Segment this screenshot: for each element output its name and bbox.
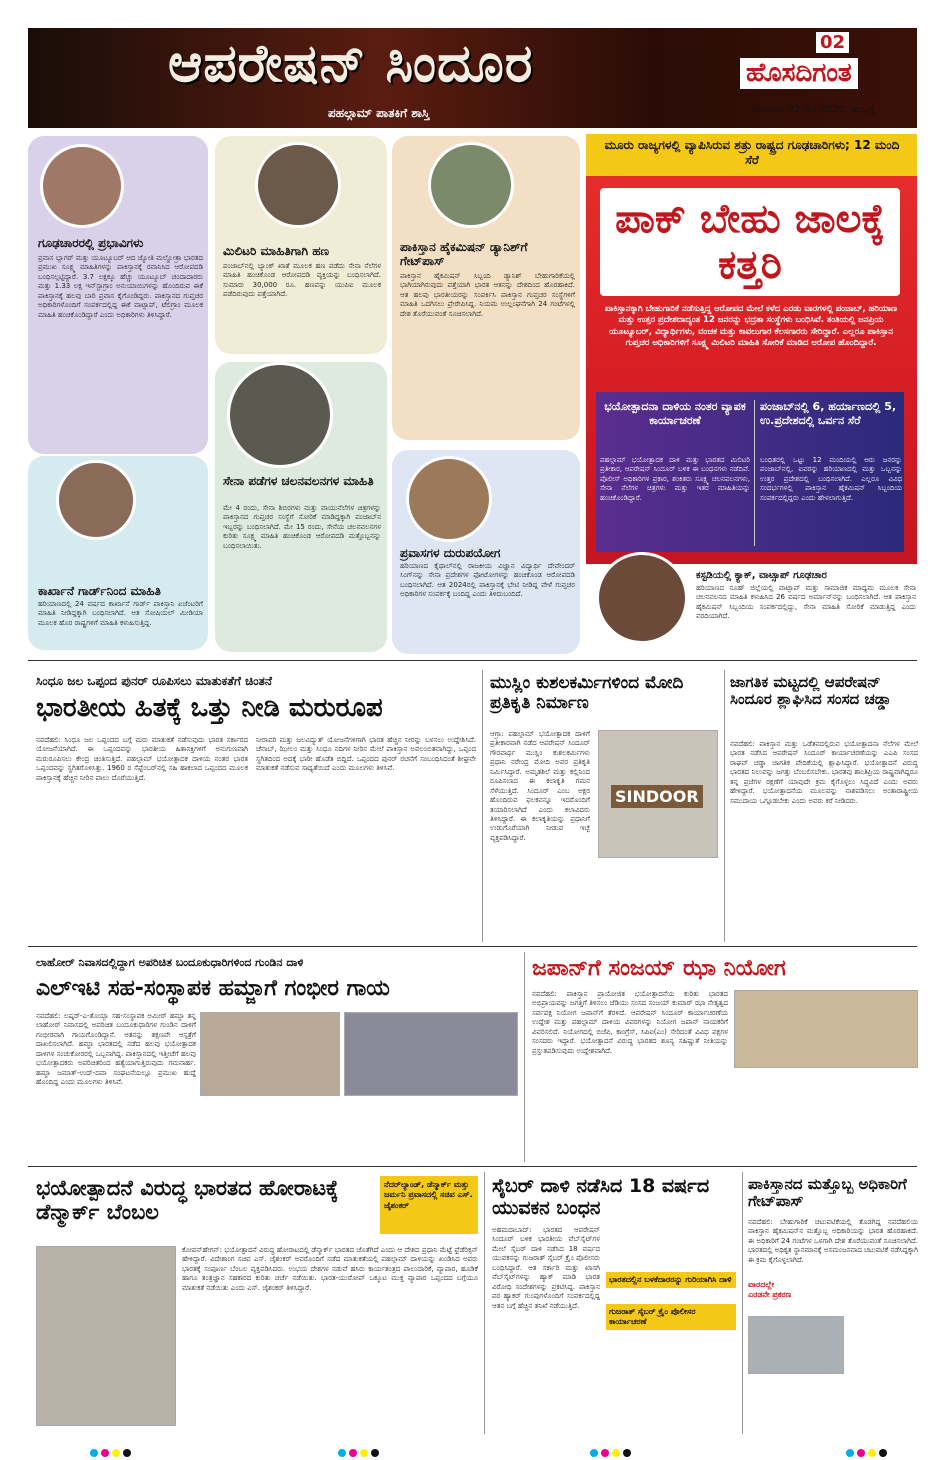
hamza-headline: ಎಲ್‌ಇಟಿ ಸಹ-ಸಂಸ್ಥಾಪಕ ಹಮ್ಜಾಗೆ ಗಂಭೀರ ಗಾಯ: [36, 976, 390, 1001]
chadha-body: ನವದೆಹಲಿ: ಪಾಕಿಸ್ತಾನ ಮತ್ತು ಒಡೆತನದಲ್ಲಿರುವ ಭಯೋತ್ಪಾದನಾ ನೆಲೆಗಳ ಮೇಲೆ ಭಾರತ ನಡೆಸಿದ ಆಪರೇಷನ್ ಸಿಂದೂರ್ ಕಾರ್ಯಾಚರಣೆಯನ್ನು ಎಎಪಿ ಸಂಸದ ರಾಘವ್ ಚಡ್ಡಾ ಜಾಗತಿಕ ವೇದಿಕೆಯಲ್ಲಿ ಶ್ಲಾಘಿಸಿದ್ದಾರೆ. ಭಯೋತ್ಪಾದನೆ ವಿರುದ್ಧ ಭಾರತದ ನಿಲುವನ್ನು ಜಗತ್ತು ಬೆಂಬಲಿಸಬೇಕು. ಭಾರತವು ಶಾಂತಿಪ್ರಿಯ ರಾಷ್ಟ್ರವಾಗಿದ್ದರೂ ತನ್ನ ಪ್ರಜೆಗಳ ರಕ್ಷಣೆಗೆ ಯಾವುದೇ ಕ್ರಮ ಕೈಗೊಳ್ಳಲು ಸಿದ್ಧವಿದೆ ಎಂದು ಅವರು ಹೇಳಿದ್ದಾರೆ. ಭಯೋತ್ಪಾದನೆಯ ಮೂಲವನ್ನು ನಾಶಪಡಿಸಲು ಅಂತಾರಾಷ್ಟ್ರೀಯ ಸಮುದಾಯ ಒಗ್ಗೂಡಬೇಕು ಎಂದು ಅವರು ಕರೆ ನೀಡಿದರು.: [730, 740, 918, 805]
card-influencer: [28, 136, 208, 454]
section-rule: [28, 946, 917, 947]
card-title: ಮಿಲಿಟರಿ ಮಾಹಿತಿಗಾಗಿ ಹಣ: [223, 244, 330, 258]
col-divider: [742, 1172, 743, 1434]
card-title: ಸೇನಾ ಪಡೆಗಳ ಚಲನವಲನಗಳ ಮಾಹಿತಿ: [223, 474, 374, 488]
print-registration-mark: [90, 1442, 134, 1460]
card-factory-guard: [28, 456, 208, 650]
denmark-headline: ಭಯೋತ್ಪಾದನೆ ವಿರುದ್ಧ ಭಾರತದ ಹೋರಾಟಕ್ಕೆ ಡೆನ್ಮಾರ್ಕ್ ಬೆಂಬಲ: [36, 1176, 339, 1225]
lead-photo: [596, 552, 688, 644]
card-high-commission: [392, 136, 580, 440]
card-photo: [406, 456, 492, 542]
lead-box1-title: ಭಯೋತ್ಪಾದನಾ ದಾಳಿಯ ನಂತರ ವ್ಯಾಪಕ ಕಾರ್ಯಾಚರಣೆ: [604, 400, 746, 428]
col-divider: [484, 1172, 485, 1434]
card-travel-misuse: [392, 450, 580, 654]
japan-body: ನವದೆಹಲಿ: ಪಾಕಿಸ್ತಾನ ಪ್ರಾಯೋಜಿತ ಭಯೋತ್ಪಾದನೆಯ ಕುರಿತು ಭಾರತದ ಅಭಿಪ್ರಾಯವನ್ನು ಜಗತ್ತಿಗೆ ತಿಳಿಸಲು ಜೆಡಿಯು ಸಂಸದ ಸಂಜಯ್ ಕುಮಾರ್ ಝಾ ನೇತೃತ್ವದ ಸರ್ವಪಕ್ಷ ನಿಯೋಗ ಜಪಾನ್‌ಗೆ ತೆರಳಿದೆ. ಆಪರೇಷನ್ ಸಿಂದೂರ್ ಕಾರ್ಯಾಚರಣೆಯ ಉದ್ದೇಶ ಮತ್ತು ಪಹಲ್ಗಾಮ್ ದಾಳಿಯ ವಿವರಗಳನ್ನು ನಿಯೋಗ ಜಪಾನ್ ನಾಯಕರಿಗೆ ವಿವರಿಸಲಿದೆ. ನಿಯೋಗದಲ್ಲಿ ಬಿಜೆಪಿ, ಕಾಂಗ್ರೆಸ್, ಸಿಪಿಐ(ಎಂ) ಸೇರಿದಂತೆ ವಿವಿಧ ಪಕ್ಷಗಳ ಸಂಸದರು ಇದ್ದಾರೆ. ಭಯೋತ್ಪಾದನೆ ವಿರುದ್ಧ ಭಾರತದ ಶೂನ್ಯ ಸಹಿಷ್ಣುತೆ ನೀತಿಯನ್ನು ಪ್ರಸ್ತುತಪಡಿಸುವುದು ಉದ್ದೇಶವಾಗಿದೆ.: [532, 990, 728, 1055]
card-photo: [428, 142, 514, 228]
lead-box2-title: ಪಂಜಾಬ್‌ನಲ್ಲಿ 6, ಹರ್ಯಾಣದಲ್ಲಿ 5, ಉ.ಪ್ರದೇಶದಲ್ಲಿ ಒರ್ವನ ಸೆರೆ: [760, 400, 897, 428]
cyber-headline: ಸೈಬರ್ ದಾಳಿ ನಡೆಸಿದ 18 ವರ್ಷದ ಯುವಕನ ಬಂಧನ: [492, 1175, 710, 1219]
lead-box2-body: ಬಂಧಿತರಲ್ಲಿ ಒಟ್ಟು 12 ಮಂದಿಯಲ್ಲಿ ಆರು ಜನರನ್ನು ಪಂಜಾಬ್‌ನಲ್ಲಿ, ಐವರನ್ನು ಹರಿಯಾಣದಲ್ಲಿ ಮತ್ತು ಒಬ್ಬನನ್ನು ಉತ್ತರ ಪ್ರದೇಶದಲ್ಲಿ ಬಂಧಿಸಲಾಗಿದೆ. ಎಲ್ಲರೂ ವಿವಿಧ ಸಂದರ್ಭಗಳಲ್ಲಿ ಪಾಕಿಸ್ತಾನ ಹೈಕಮಿಷನ್ ಸಿಬ್ಬಂದಿಯ ಸಂಪರ್ಕದಲ್ಲಿದ್ದರು ಎಂದು ಹೇಳಲಾಗುತ್ತಿದೆ.: [760, 456, 902, 502]
col-divider: [524, 952, 525, 1162]
expel-tag: ವಾರದಲ್ಲೇ ಎರಡನೇ ಪ್ರಕರಣ: [748, 1280, 792, 1299]
card-photo: [255, 142, 341, 228]
replica-headline: ಮುಸ್ಲಿಂ ಕುಶಲಕರ್ಮಿಗಳಿಂದ ಮೋದಿ ಪ್ರತಿಕೃತಿ ನಿರ್ಮಾಣ: [490, 673, 684, 713]
lead-box3-body: ಹರಿಯಾಣದ ನೂಹ್ ಜಿಲ್ಲೆಯಲ್ಲಿ ವಾಟ್ಸಾಪ್ ಮತ್ತು ಸಾಮಾಜಿಕ ಮಾಧ್ಯಮ ಮೂಲಕ ಸೇನಾ ಚಲನವಲನದ ಮಾಹಿತಿ ಕಳುಹಿಸಿದ 26 ವರ್ಷದ ಅರ್ಮಾನ್‌ನನ್ನು ಬಂಧಿಸಲಾಗಿದೆ. ಆತ ಪಾಕಿಸ್ತಾನ ಹೈಕಮಿಷನ್ ಸಿಬ್ಬಂದಿಯ ಸಂಪರ್ಕದಲ್ಲಿದ್ದು, ಸೇನಾ ಮಾಹಿತಿ ಸೋರಿಕೆ ಮಾಡುತ್ತಿದ್ದ ಎಂದು ವರದಿಯಾಗಿದೆ.: [696, 584, 916, 621]
card-title: ಕಾರ್ಖಾನೆ ಗಾರ್ಡ್‌ನಿಂದ ಮಾಹಿತಿ: [38, 584, 161, 598]
col-divider: [482, 670, 483, 942]
section-rule: [28, 1166, 917, 1167]
card-troop-movement: [215, 362, 387, 652]
masthead-subtitle: ಪಹಲ್ಗಾಮ್ ಪಾತಕಿಗೆ ಶಾಸ್ತಿ: [328, 106, 430, 120]
card-title: ಪಾಕಿಸ್ತಾನ ಹೈಕಮಿಷನ್ ಡ್ಯಾನಿಶ್‌ಗೆ ಗೇಟ್‌ಪಾಸ್: [400, 240, 528, 269]
denmark-body: ಕೋಪನ್‌ಹೇಗನ್: ಭಯೋತ್ಪಾದನೆ ವಿರುದ್ಧ ಹೋರಾಟದಲ್ಲಿ ಡೆನ್ಮಾರ್ಕ್ ಭಾರತದ ಜೊತೆಗಿದೆ ಎಂದು ಆ ದೇಶದ ಪ್ರಧಾನಿ ಮೆಟ್ಟೆ ಫ್ರೆಡೆರಿಕ್ಸನ್ ಹೇಳಿದ್ದಾರೆ. ವಿದೇಶಾಂಗ ಸಚಿವ ಎಸ್. ಜೈಶಂಕರ್ ಅವರೊಂದಿಗೆ ನಡೆದ ಮಾತುಕತೆಯಲ್ಲಿ ಪಹಲ್ಗಾಮ್ ದಾಳಿಯನ್ನು ಖಂಡಿಸಿದ ಅವರು ಭಾರತಕ್ಕೆ ಸಂಪೂರ್ಣ ಬೆಂಬಲ ವ್ಯಕ್ತಪಡಿಸಿದರು. ಉಭಯ ದೇಶಗಳ ನಡುವೆ ಹಸಿರು ಕಾರ್ಯತಂತ್ರದ ಪಾಲುದಾರಿಕೆ, ವ್ಯಾಪಾರ, ಹೂಡಿಕೆ ಹಾಗೂ ತಂತ್ರಜ್ಞಾನ ಸಹಕಾರದ ಕುರಿತು ಚರ್ಚೆ ನಡೆಯಿತು. ಭಾರತ-ಯುರೋಪ್ ಒಕ್ಕೂಟ ಮುಕ್ತ ವ್ಯಾಪಾರ ಒಪ್ಪಂದದ ಬಗ್ಗೆಯೂ ಮಾತುಕತೆ ನಡೆಯಿತು ಎಂದು ಎಸ್. ಜೈಶಂಕರ್ ತಿಳಿಸಿದ್ದಾರೆ.: [182, 1246, 478, 1292]
replica-photo: [598, 730, 718, 858]
expel-headline: ಪಾಕಿಸ್ತಾನದ ಮತ್ತೊಬ್ಬ ಅಧಿಕಾರಿಗೆ ಗೇಟ್‌ಪಾಸ್: [748, 1175, 907, 1211]
hamza-body: ನವದೆಹಲಿ: ಲಷ್ಕರ್-ಎ-ತೊಯ್ಬಾ ಸಹ-ಸಂಸ್ಥಾಪಕ ಅಮೀರ್ ಹಮ್ಜಾ ತನ್ನ ಲಾಹೋರ್ ನಿವಾಸದಲ್ಲಿ ಅಪರಿಚಿತ ಬಂದೂಕುಧಾರಿಗಳ ಗುಂಡಿನ ದಾಳಿಗೆ ಗಂಭೀರವಾಗಿ ಗಾಯಗೊಂಡಿದ್ದಾನೆ. ಆತನನ್ನು ತಕ್ಷಣವೇ ಆಸ್ಪತ್ರೆಗೆ ದಾಖಲಿಸಲಾಗಿದೆ. ಹಮ್ಜಾ ಭಾರತದಲ್ಲಿ ನಡೆದ ಹಲವು ಭಯೋತ್ಪಾದಕ ದಾಳಿಗಳ ಸಂಚುಕೋರರಲ್ಲಿ ಒಬ್ಬನಾಗಿದ್ದ. ಪಾಕಿಸ್ತಾನದಲ್ಲಿ ಇತ್ತೀಚೆಗೆ ಹಲವು ಭಯೋತ್ಪಾದಕರು ಅಪರಿಚಿತರಿಂದ ಹತ್ಯೆಯಾಗುತ್ತಿರುವುದು ಗಮನಾರ್ಹ. ಹಮ್ಜಾ ಜಮಾತ್-ಉದ್-ದವಾ ಸಂಘಟನೆಯಲ್ಲೂ ಪ್ರಮುಖ ಹುದ್ದೆ ಹೊಂದಿದ್ದ ಎಂದು ಮೂಲಗಳು ತಿಳಿಸಿವೆ.: [36, 1012, 196, 1087]
card-photo: [227, 362, 333, 468]
card-title: ಗೂಢಚಾರರಲ್ಲಿ ಪ್ರಭಾವಿಗಳು: [38, 236, 144, 250]
cyber-body: ಅಹಮದಾಬಾದ್: ಭಾರತದ ಆಪರೇಷನ್ ಸಿಂದೂರ್ ಬಳಿಕ ಭಾರತೀಯ ವೆಬ್‌ಸೈಟ್‌ಗಳ ಮೇಲೆ ಸೈಬರ್ ದಾಳಿ ನಡೆಸಿದ 18 ವರ್ಷದ ಯುವಕನನ್ನು ಗುಜರಾತ್ ಸೈಬರ್ ಕ್ರೈಂ ಪೊಲೀಸರು ಬಂಧಿಸಿದ್ದಾರೆ. ಆತ ಸರ್ಕಾರಿ ಮತ್ತು ಖಾಸಗಿ ವೆಬ್‌ಸೈಟ್‌ಗಳನ್ನು ಹ್ಯಾಕ್ ಮಾಡಿ ಭಾರತ ವಿರೋಧಿ ಸಂದೇಶಗಳನ್ನು ಪ್ರಕಟಿಸಿದ್ದ. ಪಾಕಿಸ್ತಾನ ಪರ ಹ್ಯಾಕರ್ ಗುಂಪುಗಳೊಂದಿಗೆ ಸಂಪರ್ಕದಲ್ಲಿದ್ದ ಆತನ ಬಗ್ಗೆ ಹೆಚ್ಚಿನ ತನಿಖೆ ನಡೆಯುತ್ತಿದೆ.: [492, 1226, 600, 1310]
indus-kicker: ಸಿಂಧೂ ಜಲ ಒಪ್ಪಂದ ಪುನರ್ ರೂಪಿಸಲು ಮಾತುಕತೆಗೆ ಚಿಂತನೆ: [36, 674, 273, 688]
lead-headline: ಪಾಕ್ ಬೇಹು ಜಾಲಕ್ಕೆ ಕತ್ತರಿ: [615, 196, 885, 288]
hamza-photo: [200, 1012, 340, 1096]
page-number: 02: [816, 32, 849, 53]
card-body: ಪ್ರವಾಸ ಬ್ಲಾಗರ್ ಮತ್ತು ಯೂಟ್ಯೂಬರ್ ಆದ ಜ್ಯೋತಿ ಮಲ್ಹೋತ್ರಾ ಭಾರತದ ಪ್ರಮುಖ ಸೂಕ್ಷ್ಮ ಮಾಹಿತಿಗಳನ್ನು ಪಾಕಿಸ್ತಾನಕ್ಕೆ ರವಾನಿಸಿದ ಆರೋಪದಡಿ ಬಂಧಿಸಲ್ಪಟ್ಟಿದ್ದಾರೆ. 3.7 ಲಕ್ಷಕ್ಕೂ ಹೆಚ್ಚು ಯೂಟ್ಯೂಬ್ ಚಂದಾದಾರರು ಮತ್ತು 1.33 ಲಕ್ಷ ಇನ್‌ಸ್ಟಾಗ್ರಾಂ ಅನುಯಾಯಿಗಳನ್ನು ಹೊಂದಿರುವ ಈಕೆ ಪಾಕಿಸ್ತಾನಕ್ಕೆ ಹಲವು ಬಾರಿ ಪ್ರವಾಸ ಕೈಗೊಂಡಿದ್ದರು. ಪಾಕಿಸ್ತಾನದ ಗುಪ್ತಚರ ಅಧಿಕಾರಿಗಳೊಂದಿಗೆ ಸಂಪರ್ಕದಲ್ಲಿದ್ದ ಈಕೆ ವಾಟ್ಸಾಪ್, ಟೆಲಿಗ್ರಾಂ ಮೂಲಕ ಮಾಹಿತಿ ಹಂಚಿಕೊಂಡಿದ್ದಾರೆ ಎಂದು ಅಧಿಕಾರಿಗಳು ತಿಳಿಸಿದ್ದಾರೆ.: [38, 254, 203, 319]
card-title: ಪ್ರವಾಸಗಳ ದುರುಪಯೋಗ: [400, 546, 501, 560]
replica-photo-text: SINDOOR: [611, 785, 703, 808]
japan-photo: [734, 990, 918, 1068]
card-body: ಪಂಜಾಬ್‌ನಲ್ಲಿ ಬ್ಯಾಂಕ್ ಖಾತೆ ಮೂಲಕ ಹಣ ಪಡೆದು ಸೇನಾ ನೆಲೆಗಳ ಮಾಹಿತಿ ಹಂಚಿಕೊಂಡ ಆರೋಪದಡಿ ವ್ಯಕ್ತಿಯನ್ನು ಬಂಧಿಸಲಾಗಿದೆ. ಸುಮಾರು 30,000 ರೂ. ಹಣವನ್ನು ಯುಪಿಐ ಮೂಲಕ ಪಡೆದಿರುವುದು ಪತ್ತೆಯಾಗಿದೆ.: [223, 262, 381, 299]
lead-box1-body: ಪಹಲ್ಗಾಮ್ ಭಯೋತ್ಪಾದಕ ದಾಳಿ ಮತ್ತು ಭಾರತದ ಮಿಲಿಟರಿ ಪ್ರತೀಕಾರ, ಆಪರೇಷನ್ ಸಿಂದೂರ್ ಬಳಿಕ ಈ ಬಂಧನಗಳು ನಡೆದಿವೆ. ಪೊಲೀಸ್ ಅಧಿಕಾರಿಗಳ ಪ್ರಕಾರ, ಶಂಕಿತರು ಸೂಕ್ಷ್ಮ ಚಲನವಲನಗಳು, ಸೇನಾ ನೆಲೆಗಳ ಚಿತ್ರಗಳು ಮತ್ತು ಇತರ ಮಾಹಿತಿಯನ್ನು ಹಂಚಿಕೊಂಡಿದ್ದಾರೆ.: [600, 456, 750, 502]
indus-body-col2: ನೀರಾವರಿ ಮತ್ತು ಜಲವಿದ್ಯುತ್ ಯೋಜನೆಗಳಿಗಾಗಿ ಭಾರತ ಹೆಚ್ಚಿನ ನೀರನ್ನು ಬಳಸಲು ಉದ್ದೇಶಿಸಿದೆ. ಚೆನಾಬ್, ಝೀಲಂ ಮತ್ತು ಸಿಂಧೂ ನದಿಗಳ ನೀರಿನ ಮೇಲೆ ಪಾಕಿಸ್ತಾನ ಅವಲಂಬಿತವಾಗಿದ್ದು, ಒಪ್ಪಂದ ಸ್ಥಗಿತದಿಂದ ಅದಕ್ಕೆ ಭಾರೀ ಹೊಡೆತ ಬಿದ್ದಿದೆ. ಒಪ್ಪಂದದ ಪುನರ್ ರಚನೆಗೆ ಸಂಬಂಧಿಸಿದಂತೆ ಶೀಘ್ರವೇ ಮಾತುಕತೆ ನಡೆಸುವ ಸಾಧ್ಯತೆಯಿದೆ ಎಂದು ಮೂಲಗಳು ತಿಳಿಸಿವೆ.: [256, 736, 476, 773]
card-body: ಪಾಕಿಸ್ತಾನ ಹೈಕಮಿಷನ್ ಸಿಬ್ಬಂದಿ ಡ್ಯಾನಿಶ್ ಬೇಹುಗಾರಿಕೆಯಲ್ಲಿ ಭಾಗಿಯಾಗಿರುವುದು ಪತ್ತೆಯಾಗಿ ಭಾರತ ಆತನನ್ನು ದೇಶದಿಂದ ಹೊರಹಾಕಿದೆ. ಆತ ಹಲವು ಭಾರತೀಯರನ್ನು ಸಂಪರ್ಕಿಸಿ ಪಾಕಿಸ್ತಾನ ಗುಪ್ತಚರ ಸಂಸ್ಥೆಗಳಿಗೆ ಮಾಹಿತಿ ಒದಗಿಸಲು ಪ್ರೇರೇಪಿಸಿದ್ದ. ನಿಯಮ ಉಲ್ಲಂಘನೆಗಾಗಿ 24 ಗಂಟೆಗಳಲ್ಲಿ ದೇಶ ತೊರೆಯುವಂತೆ ಸೂಚಿಸಲಾಗಿದೆ.: [400, 272, 575, 318]
cyber-tag-1: ಭಾರತದಲ್ಲಿನ ಬಳಕೆದಾರರನ್ನು ಗುರಿಯಾಗಿಸಿ ದಾಳಿ: [606, 1272, 736, 1288]
denmark-photo: [36, 1246, 176, 1426]
dateline: ಗುರುವಾರ 22 ಮೇ 2025, ಹುಬ್ಬಳ್ಳಿ: [752, 104, 876, 115]
lead-kicker-bar: [586, 134, 917, 176]
col-divider: [724, 670, 725, 942]
card-body: ಹರಿಯಾಣದಲ್ಲಿ 24 ವರ್ಷದ ಕಾರ್ಖಾನೆ ಗಾರ್ಡ್ ಪಾಕಿಸ್ತಾನಿ ಏಜೆಂಟರಿಗೆ ಮಾಹಿತಿ ನೀಡಿದ್ದಕ್ಕಾಗಿ ಬಂಧಿಸಲಾಗಿದೆ. ಆತ ಸೋಷಿಯಲ್ ಮೀಡಿಯಾ ಮೂಲಕ ಹೊರ ರಾಷ್ಟ್ರಗಳಿಗೆ ಮಾಹಿತಿ ಕಳುಹಿಸುತ್ತಿದ್ದ.: [38, 600, 203, 627]
cyber-tag-2: ಗುಜರಾತ್ ಸೈಬರ್ ಕ್ರೈಂ ಪೊಲೀಸರ ಕಾರ್ಯಾಚರಣೆ: [606, 1304, 736, 1330]
lead-headline-box: [600, 188, 900, 296]
card-photo: [56, 460, 136, 540]
section-rule: [28, 660, 917, 661]
print-registration-mark: [846, 1442, 890, 1460]
print-registration-mark: [338, 1442, 382, 1460]
lead-divider: [754, 400, 755, 546]
hamza-kicker: ಲಾಹೋರ್ ನಿವಾಸದಲ್ಲಿದ್ದಾಗ ಅಪರಿಚಿತ ಬಂದೂಕುಧಾರಿಗಳಿಂದ ಗುಂಡಿನ ದಾಳಿ: [36, 956, 304, 969]
replica-body: ಆಗ್ರಾ: ಪಹಲ್ಗಾಮ್ ಭಯೋತ್ಪಾದಕ ದಾಳಿಗೆ ಪ್ರತೀಕಾರವಾಗಿ ನಡೆದ ಆಪರೇಷನ್ ಸಿಂದೂರ್ ಗೌರವಾರ್ಥ ಮುಸ್ಲಿಂ ಕುಶಲಕರ್ಮಿಗಳು ಪ್ರಧಾನಿ ನರೇಂದ್ರ ಮೋದಿ ಅವರ ಪ್ರತಿಕೃತಿ ನಿರ್ಮಿಸಿದ್ದಾರೆ. ಅಮೃತಶಿಲೆ ಮತ್ತು ಕಲ್ಲಿನಿಂದ ರೂಪಿಸಲಾದ ಈ ಕಲಾಕೃತಿ ಗಮನ ಸೆಳೆಯುತ್ತಿದೆ. ಸಿಂದೂರ್ ಎಂಬ ಅಕ್ಷರ ಹೊಂದಿರುವ ಫಲಕವನ್ನೂ ಇದರೊಂದಿಗೆ ತಯಾರಿಸಲಾಗಿದೆ ಎಂದು ಕಲಾವಿದರು ತಿಳಿಸಿದ್ದಾರೆ. ಈ ಕಲಾಕೃತಿಯನ್ನು ಪ್ರಧಾನಿಗೆ ಉಡುಗೊರೆಯಾಗಿ ನೀಡುವ ಇಚ್ಛೆ ವ್ಯಕ್ತಪಡಿಸಿದ್ದಾರೆ.: [490, 730, 590, 842]
card-photo: [40, 144, 124, 228]
chadha-headline: ಜಾಗತಿಕ ಮಟ್ಟದಲ್ಲಿ ಆಪರೇಷನ್ ಸಿಂದೂರ ಶ್ಲಾಘಿಸಿದ ಸಂಸದ ಚಡ್ಡಾ: [730, 673, 892, 709]
masthead-title: ಆಪರೇಷನ್ ಸಿಂದೂರ: [168, 34, 534, 94]
denmark-tag: ನೆದರ್‌ಲ್ಯಾಂಡ್, ಡೆನ್ಮಾರ್ಕ್ ಮತ್ತು ಜರ್ಮನಿ ಪ್ರವಾಸದಲ್ಲಿ ಸಚಿವ ಎಸ್. ಜೈಶಂಕರ್: [380, 1176, 478, 1234]
indus-headline: ಭಾರತೀಯ ಹಿತಕ್ಕೆ ಒತ್ತು ನೀಡಿ ಮರುರೂಪ: [36, 693, 383, 723]
card-body: ಹರಿಯಾಣದ ಕೈಥಾಲ್‌ನಲ್ಲಿ ರಾಜಕೀಯ ವಿಜ್ಞಾನ ವಿದ್ಯಾರ್ಥಿ ದೇವೇಂದರ್ ಸಿಂಗ್‌ನನ್ನು ಸೇನಾ ಪ್ರದೇಶಗಳ ಫೋಟೋಗಳನ್ನು ಹಂಚಿಕೊಂಡ ಆರೋಪದಡಿ ಬಂಧಿಸಲಾಗಿದೆ. ಆತ 2024ರಲ್ಲಿ ಪಾಕಿಸ್ತಾನಕ್ಕೆ ಭೇಟಿ ನೀಡಿದ್ದ ವೇಳೆ ಗುಪ್ತಚರ ಅಧಿಕಾರಿಗಳ ಸಂಪರ್ಕಕ್ಕೆ ಬಂದಿದ್ದ ಎಂದು ತಿಳಿದುಬಂದಿದೆ.: [400, 562, 575, 599]
japan-headline: ಜಪಾನ್‌ಗೆ ಸಂಜಯ್ ಝಾ ನಿಯೋಗ: [532, 956, 786, 981]
print-registration-mark: [590, 1442, 634, 1460]
card-military-money: [215, 136, 387, 354]
paper-logo: ಹೊಸದಿಗಂತ: [740, 58, 858, 89]
lead-box3-title: ಕಸ್ಟಡಿಯಲ್ಲಿ ಕ್ಯಾಕ್, ವಾಟ್ಸಾಪ್ ಗೂಢಚಾರ: [696, 570, 827, 581]
expel-body: ನವದೆಹಲಿ: ಬೇಹುಗಾರಿಕೆ ಚಟುವಟಿಕೆಯಲ್ಲಿ ತೊಡಗಿದ್ದ ನವದೆಹಲಿಯ ಪಾಕಿಸ್ತಾನ ಹೈಕಮಿಷನ್‌ನ ಮತ್ತೊಬ್ಬ ಅಧಿಕಾರಿಯನ್ನು ಭಾರತ ಹೊರಹಾಕಿದೆ. ಈ ಅಧಿಕಾರಿಗೆ 24 ಗಂಟೆಗಳ ಒಳಗಾಗಿ ದೇಶ ತೊರೆಯುವಂತೆ ಸೂಚಿಸಲಾಗಿದೆ. ಭಾರತದಲ್ಲಿ ಅಧಿಕೃತ ಸ್ಥಾನಮಾನಕ್ಕೆ ಅಸಮಂಜಸವಾದ ಚಟುವಟಿಕೆ ನಡೆಸಿದ್ದಕ್ಕಾಗಿ ಈ ಕ್ರಮ ಕೈಗೊಳ್ಳಲಾಗಿದೆ.: [748, 1218, 918, 1264]
expel-photo: [748, 1316, 844, 1374]
lead-kicker: ಮೂರು ರಾಜ್ಯಗಳಲ್ಲಿ ವ್ಯಾಪಿಸಿರುವ ಶತ್ರು ರಾಷ್ಟ್ರದ ಗೂಢಚಾರಿಗಳು; 12 ಮಂದಿ ಸೆರೆ: [604, 138, 900, 167]
hamza-photo-2: [344, 1012, 518, 1096]
indus-body-col1: ನವದೆಹಲಿ: ಸಿಂಧೂ ಜಲ ಒಪ್ಪಂದದ ಬಗ್ಗೆ ಮರು ಮಾತುಕತೆ ನಡೆಸುವುದು ಭಾರತ ಸರ್ಕಾರದ ಯೋಜನೆಯಾಗಿದೆ. ಈ ಒಪ್ಪಂದವನ್ನು ಭಾರತೀಯ ಹಿತಾಸಕ್ತಿಗಳಿಗೆ ಅನುಗುಣವಾಗಿ ಮರುರೂಪಿಸಲು ಕೇಂದ್ರ ಚಿಂತಿಸುತ್ತಿದೆ. ಪಹಲ್ಗಾಮ್ ಭಯೋತ್ಪಾದಕ ದಾಳಿಯ ನಂತರ ಭಾರತ ಒಪ್ಪಂದವನ್ನು ಸ್ಥಗಿತಗೊಳಿಸಿತ್ತು. 1960 ರ ಸೆಪ್ಟೆಂಬರ್‌ನಲ್ಲಿ ಸಹಿ ಹಾಕಲಾದ ಒಪ್ಪಂದದ ಮೂಲಕ ಪಾಕಿಸ್ತಾನಕ್ಕೆ ಹೆಚ್ಚಿನ ನೀರಿನ ಪಾಲು ದೊರೆಯುತ್ತಿದೆ.: [36, 736, 248, 782]
lead-intro: ಪಾಕಿಸ್ತಾನಕ್ಕಾಗಿ ಬೇಹುಗಾರಿಕೆ ನಡೆಸುತ್ತಿದ್ದ ಆರೋಪದ ಮೇಲೆ ಕಳೆದ ಎರಡು ವಾರಗಳಲ್ಲಿ ಪಂಜಾಬ್, ಹರಿಯಾಣ ಮತ್ತು ಉತ್ತರ ಪ್ರದೇಶದಾದ್ಯಂತ 12 ಜನರನ್ನು ಭದ್ರತಾ ಸಂಸ್ಥೆಗಳು ಬಂಧಿಸಿವೆ. ತಂತಿಯಲ್ಲಿ ಜನಪ್ರಿಯ ಯೂಟ್ಯೂಬರ್, ವಿದ್ಯಾರ್ಥಿಗಳು, ವಂಚಕ ಮತ್ತು ಕಾವಲುಗಾರ ಕೆಲಸಗಾರರು ಸೇರಿದ್ದಾರೆ. ಎಲ್ಲರೂ ಪಾಕಿಸ್ತಾನ ಗುಪ್ತಚರ ಅಧಿಕಾರಿಗಳಿಗೆ ಸೂಕ್ಷ್ಮ ಮಿಲಿಟರಿ ಮಾಹಿತಿ ಸೋರಿಕೆ ಮಾಡಿದ ಆರೋಪ ಹೊಂದಿದ್ದಾರೆ.: [604, 304, 898, 349]
card-body: ಮೇ 4 ರಂದು, ಸೇನಾ ಶಿಬಿರಗಳು ಮತ್ತು ವಾಯುನೆಲೆಗಳ ಚಿತ್ರಗಳನ್ನು ಪಾಕಿಸ್ತಾನದ ಗುಪ್ತಚರ ಸಂಸ್ಥೆಗೆ ಸೋರಿಕೆ ಮಾಡಿದ್ದಕ್ಕಾಗಿ ಪಂಜಾಬ್‌ನ ಇಬ್ಬರನ್ನು ಬಂಧಿಸಲಾಗಿದೆ. ಮೇ 15 ರಂದು, ಸೇನೆಯ ಚಲನವಲನಗಳ ಕುರಿತು ಸೂಕ್ಷ್ಮ ಮಾಹಿತಿ ಹಂಚಿಕೊಂಡ ಆರೋಪದಡಿ ಮತ್ತೊಬ್ಬನನ್ನು ಬಂಧಿಸಲಾಯಿತು.: [223, 504, 381, 550]
